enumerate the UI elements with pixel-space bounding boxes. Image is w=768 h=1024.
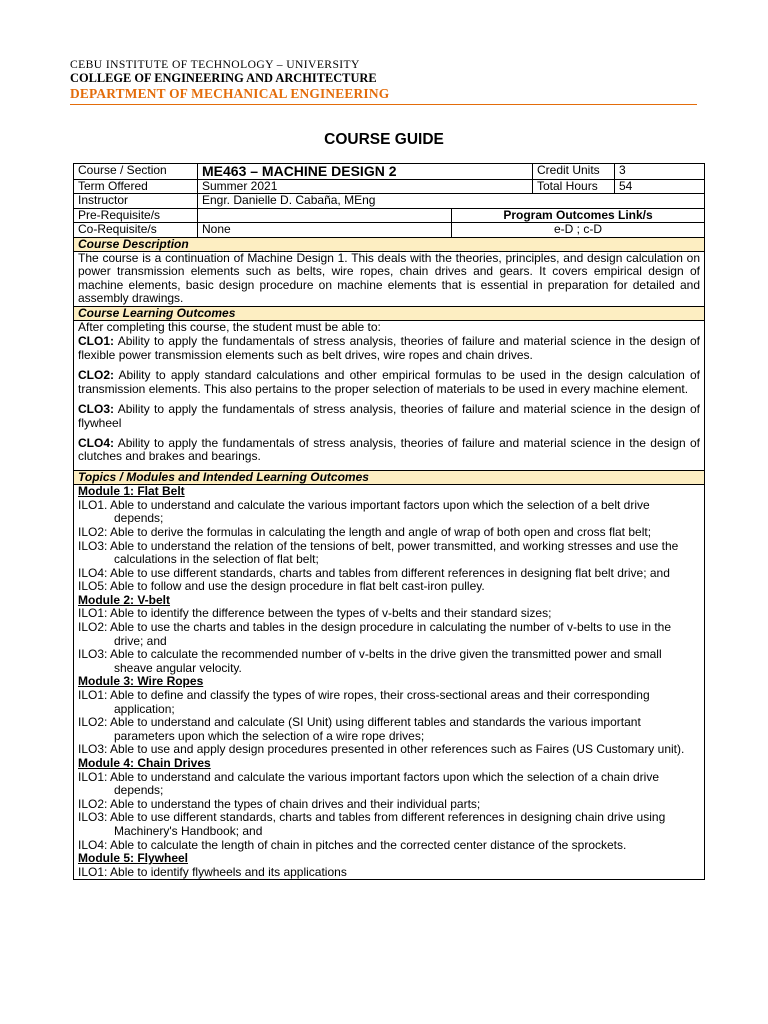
institution-name: CEBU INSTITUTE OF TECHNOLOGY – UNIVERSITY xyxy=(70,58,360,71)
clo-code: CLO1: xyxy=(78,334,114,349)
ilo-item: ILO3: Able to understand the relation of the tensions of belt, power transmitted, and working stresses and use the calculations in the selection of flat belt; xyxy=(78,538,679,567)
row-topics xyxy=(74,485,705,880)
row-outcomes-heading xyxy=(74,306,705,320)
header-divider xyxy=(70,104,697,105)
course-description-text: The course is a continuation of Machine Design 1. This deals with the theories, principles, and design calculation on power transmission elements such as belts, wire ropes, chain drives and gears. It covers empirical design of machine elements, basic design procedure on machine elements that is essential in preparation for detailed and assembly drawings. xyxy=(74,252,705,307)
ilo-item: ILO4: Able to use different standards, charts and tables from different references in designing flat belt drive; and xyxy=(78,565,670,580)
instructor-value: Engr. Danielle D. Cabaña, MEng xyxy=(198,194,705,208)
row-term xyxy=(74,180,705,194)
credit-units-value: 3 xyxy=(615,164,705,180)
program-outcomes-label: Program Outcomes Link/s xyxy=(452,208,705,222)
ilo-item: ILO2: Able to use the charts and tables in the design procedure in calculating the number of v-belts to use in the drive; and xyxy=(78,620,672,648)
instructor-label: Instructor xyxy=(74,194,198,208)
ilo-item: ILO4: Able to calculate the length of chain in pitches and the corrected center distance of the sprockets. xyxy=(78,837,627,852)
ilo-item: ILO2: Able to understand the types of chain drives and their individual parts; xyxy=(78,796,481,811)
credit-units-label: Credit Units xyxy=(533,164,615,180)
term-label: Term Offered xyxy=(74,180,198,194)
college-name: COLLEGE OF ENGINEERING AND ARCHITECTURE xyxy=(70,71,377,85)
ilo-item: ILO1: Able to understand and calculate the various important factors upon which the selection of a chain drive depends; xyxy=(78,769,660,798)
topics-body xyxy=(74,485,705,880)
course-outcomes-body xyxy=(74,321,705,471)
total-hours-value: 54 xyxy=(615,180,705,194)
clo-item xyxy=(78,335,700,362)
module-title: Module 2: V-belt xyxy=(78,592,171,607)
clo-code: CLO2: xyxy=(78,368,114,383)
total-hours-label: Total Hours xyxy=(533,180,615,194)
row-description-heading xyxy=(74,237,705,251)
topics-heading: Topics / Modules and Intended Learning Outcomes xyxy=(74,470,705,484)
ilo-item: ILO1. Able to understand and calculate the various important factors upon which the selection of a belt drive depends; xyxy=(78,497,650,526)
clo-text: Ability to apply the fundamentals of stress analysis, theories of failure and material science in the design of flexible power transmission elements such as belt drives, wire ropes and chain drives. xyxy=(78,334,700,362)
ilo-item: ILO1: Able to identify the difference between the types of v-belts and their standard sizes; xyxy=(78,606,552,621)
row-instructor xyxy=(74,194,705,208)
clo-code: CLO4: xyxy=(78,435,114,450)
row-prerequisite xyxy=(74,208,705,222)
ilo-item: ILO1: Able to identify flywheels and its applications xyxy=(78,864,347,879)
course-guide-table xyxy=(73,163,705,880)
prerequisite-value xyxy=(198,208,452,222)
row-topics-heading xyxy=(74,470,705,484)
ilo-item: ILO1: Able to define and classify the types of wire ropes, their cross-sectional areas and their corresponding application; xyxy=(78,688,650,716)
program-outcomes-value: e-D ; c-D xyxy=(452,223,705,237)
document-header xyxy=(70,58,710,102)
module-title: Module 3: Wire Ropes xyxy=(78,674,204,689)
corequisite-value: None xyxy=(198,223,452,237)
page-title: COURSE GUIDE xyxy=(324,131,444,148)
clo-item xyxy=(78,403,700,430)
clo-text: Ability to apply standard calculations and other empirical formulas to be used in the design calculation of transmission elements. This also pertains to the proper selection of materials to be used in every machine element. xyxy=(78,368,700,396)
module-title: Module 4: Chain Drives xyxy=(78,756,211,770)
course-label: Course / Section xyxy=(74,164,198,180)
row-outcomes xyxy=(74,321,705,471)
row-description xyxy=(74,252,705,307)
row-course xyxy=(74,164,705,180)
ilo-item: ILO2: Able to derive the formulas in calculating the length and angle of wrap of both open and cross flat belt; xyxy=(78,524,652,539)
course-value: ME463 – MACHINE DESIGN 2 xyxy=(198,164,533,180)
module-title: Module 5: Flywheel xyxy=(78,851,189,866)
term-value: Summer 2021 xyxy=(198,180,533,194)
ilo-item: ILO3: Able to calculate the recommended number of v-belts in the drive given the transmitted power and small sheave angular velocity. xyxy=(78,647,662,675)
ilo-item: ILO5: Able to follow and use the design procedure in flat belt cast-iron pulley. xyxy=(78,579,485,594)
department-name: DEPARTMENT OF MECHANICAL ENGINEERING xyxy=(70,86,390,101)
clo-code: CLO3: xyxy=(78,402,114,417)
course-description-heading: Course Description xyxy=(74,237,705,251)
clo-text: Ability to apply the fundamentals of stress analysis, theories of failure and material science in the design of flywheel xyxy=(78,402,700,430)
ilo-item: ILO3: Able to use different standards, charts and tables from different references in designing chain drive using Machinery's Handbook; and xyxy=(78,810,666,838)
ilo-item: ILO2: Able to understand and calculate (SI Unit) using different tables and standards the various important parameters upon which the selection of a wire rope drives; xyxy=(78,715,641,743)
course-outcomes-heading: Course Learning Outcomes xyxy=(74,306,705,320)
ilo-item: ILO3: Able to use and apply design procedures presented in other references such as Faires (US Customary unit). xyxy=(78,742,685,757)
prerequisite-label: Pre-Requisite/s xyxy=(74,208,198,222)
module-title: Module 1: Flat Belt xyxy=(78,484,185,499)
clo-text: Ability to apply the fundamentals of stress analysis, theories of failure and material science in the design of clutches and brakes and bearings. xyxy=(78,435,700,464)
clo-item xyxy=(78,369,700,396)
corequisite-label: Co-Requisite/s xyxy=(74,223,198,237)
row-corequisite xyxy=(74,223,705,237)
clo-item xyxy=(78,437,700,464)
outcomes-intro: After completing this course, the student must be able to: xyxy=(78,320,381,335)
